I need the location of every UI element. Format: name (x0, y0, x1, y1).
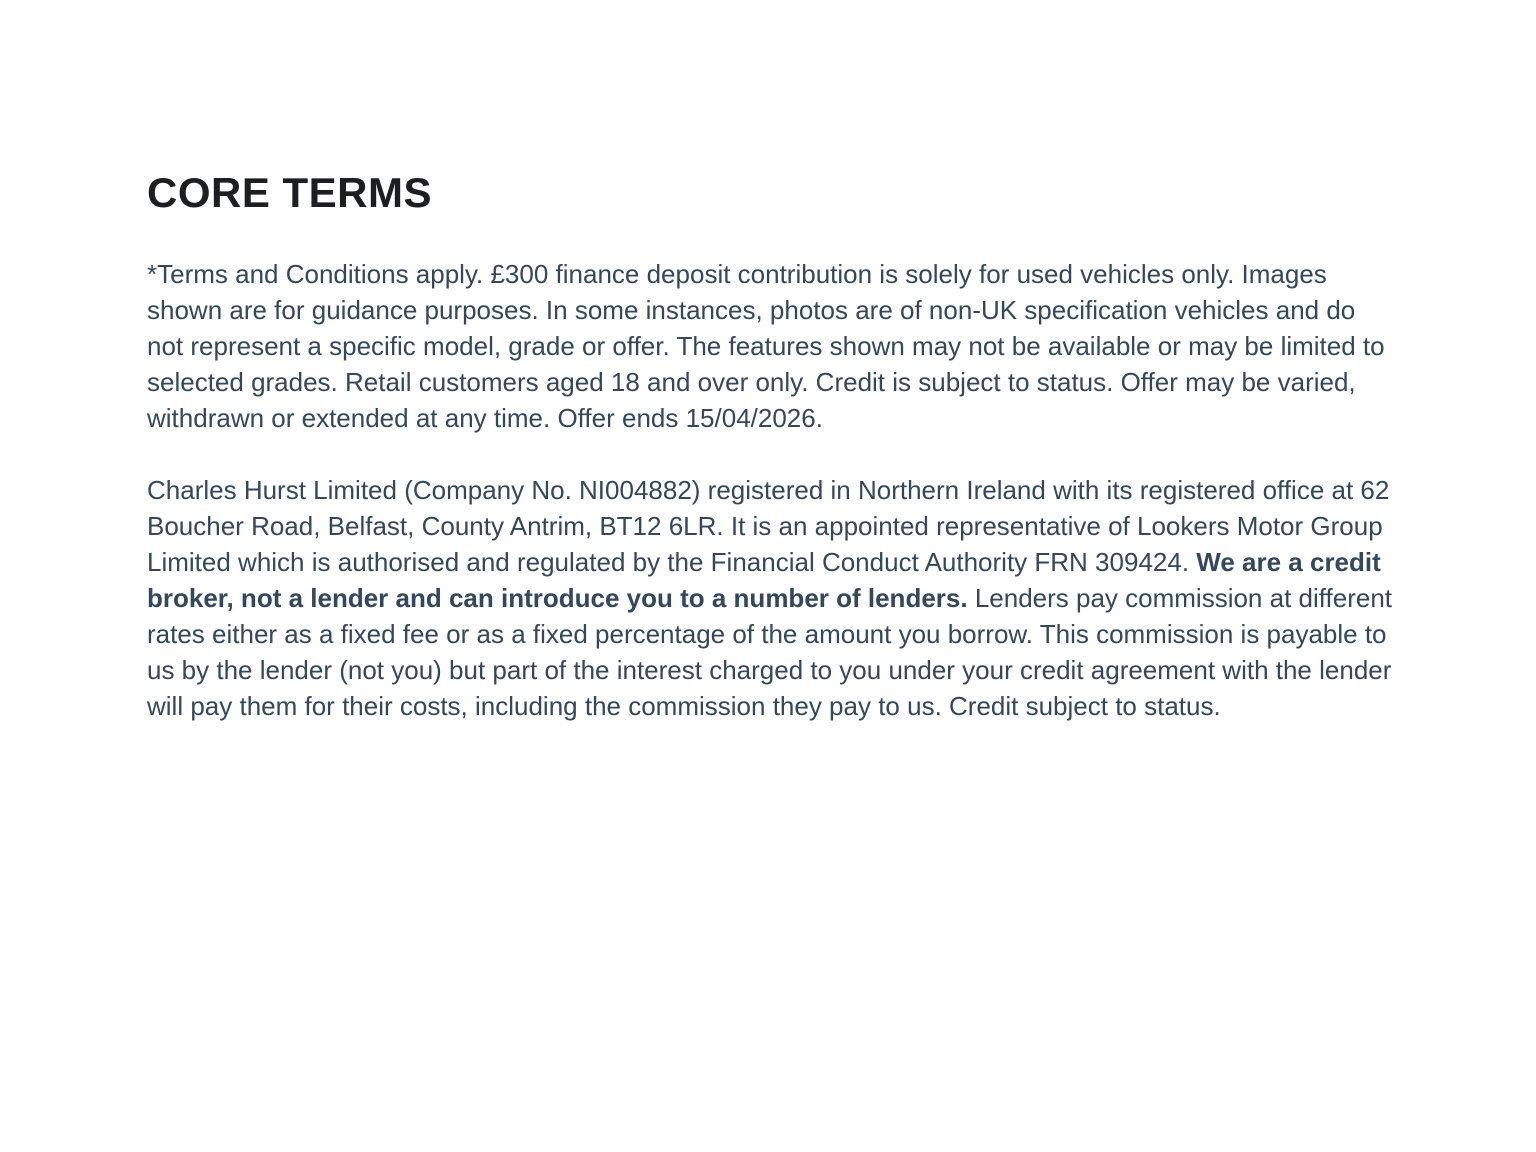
credit-broker-bold-text: We are a credit broker, not a lender and can introduce you to a number of lenders. (147, 547, 1381, 614)
commission-disclosure-text: Lenders pay commission at different rates either as a fixed fee or as a fixed percentage of the amount you borrow. This commission is payable to us by the lender (not you) but part of the interest charged to you under your credit agreement with the lender will pay them for their costs, including the commission they pay to us. Credit subject to status. (147, 583, 1392, 722)
page-title: CORE TERMS (147, 169, 433, 216)
company-registration-text: Charles Hurst Limited (Company No. NI004882) registered in Northern Ireland with its registered office at 62 Boucher Road, Belfast, County Antrim, BT12 6LR. It is an appointed representative of Lookers Motor Group Limited which is authorised and regulated by the Financial Conduct Authority FRN 309424. (147, 475, 1390, 578)
terms-conditions-text: *Terms and Conditions apply. £300 finance deposit contribution is solely for used vehicles only. Images shown are for guidance purposes. In some instances, photos are of non-UK specification vehicles and do not represent a specific model, grade or offer. The features shown may not be available or may be limited to selected grades. Retail customers aged 18 and over only. Credit is subject to status. Offer may be varied, withdrawn or extended at any time. Offer ends 15/04/2026. (147, 259, 1385, 434)
terms-body (147, 256, 1397, 724)
terms-conditions-paragraph (147, 256, 1397, 436)
company-info-paragraph (147, 472, 1397, 724)
